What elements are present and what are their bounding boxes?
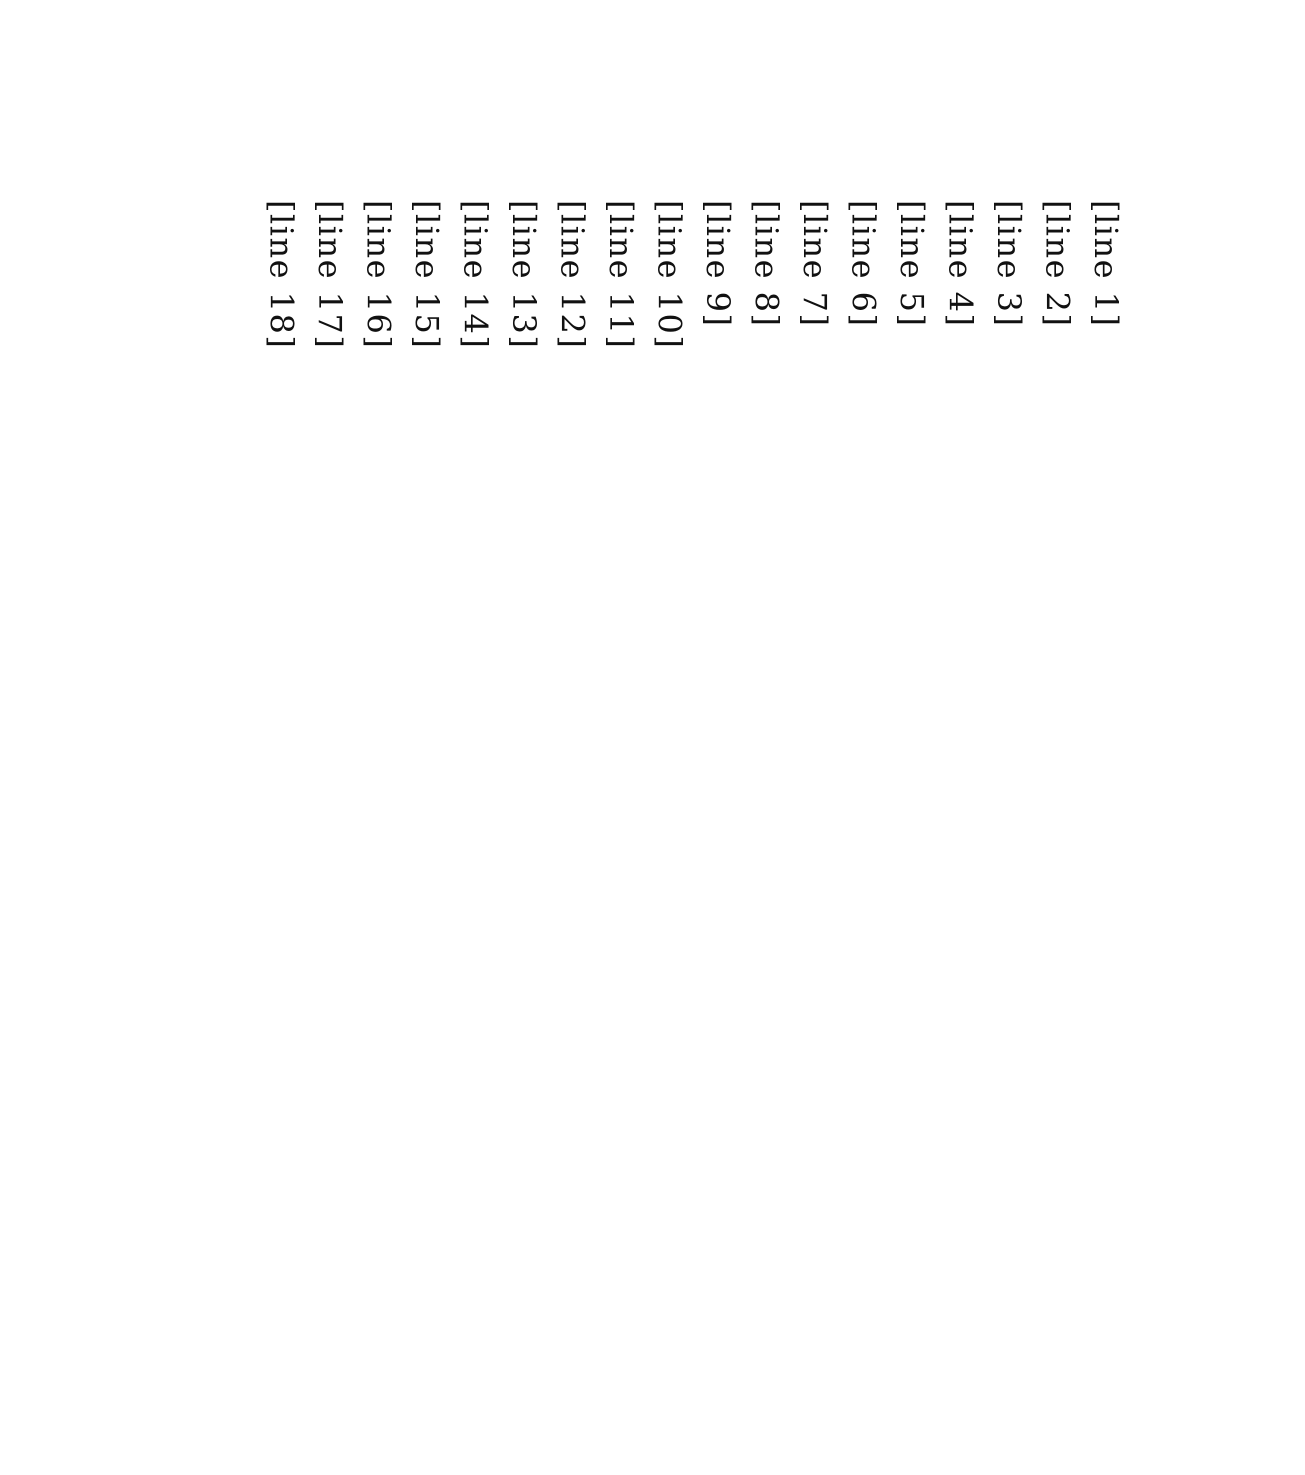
vertical-text-block [175, 200, 1130, 1310]
text-column: [line 11] [602, 200, 640, 350]
text-column: [line 9] [699, 200, 737, 328]
text-column: [line 1] [1087, 200, 1125, 328]
text-column: [line 4] [941, 200, 980, 328]
text-column: [line 12] [553, 200, 592, 350]
text-column: [line 14] [456, 200, 495, 350]
text-column: [line 2] [1038, 200, 1077, 328]
text-column: [line 15] [408, 200, 446, 350]
text-column: [line 7] [796, 200, 834, 328]
text-column: [line 16] [359, 200, 398, 350]
text-column: [line 17] [311, 200, 349, 350]
text-column: [line 18] [262, 200, 301, 350]
text-column: [line 8] [747, 200, 786, 328]
text-column: [line 5] [893, 200, 931, 328]
text-column: [line 13] [505, 200, 543, 350]
text-column: [line 10] [650, 200, 689, 350]
text-column: [line 6] [844, 200, 883, 328]
text-column: [line 3] [990, 200, 1028, 328]
